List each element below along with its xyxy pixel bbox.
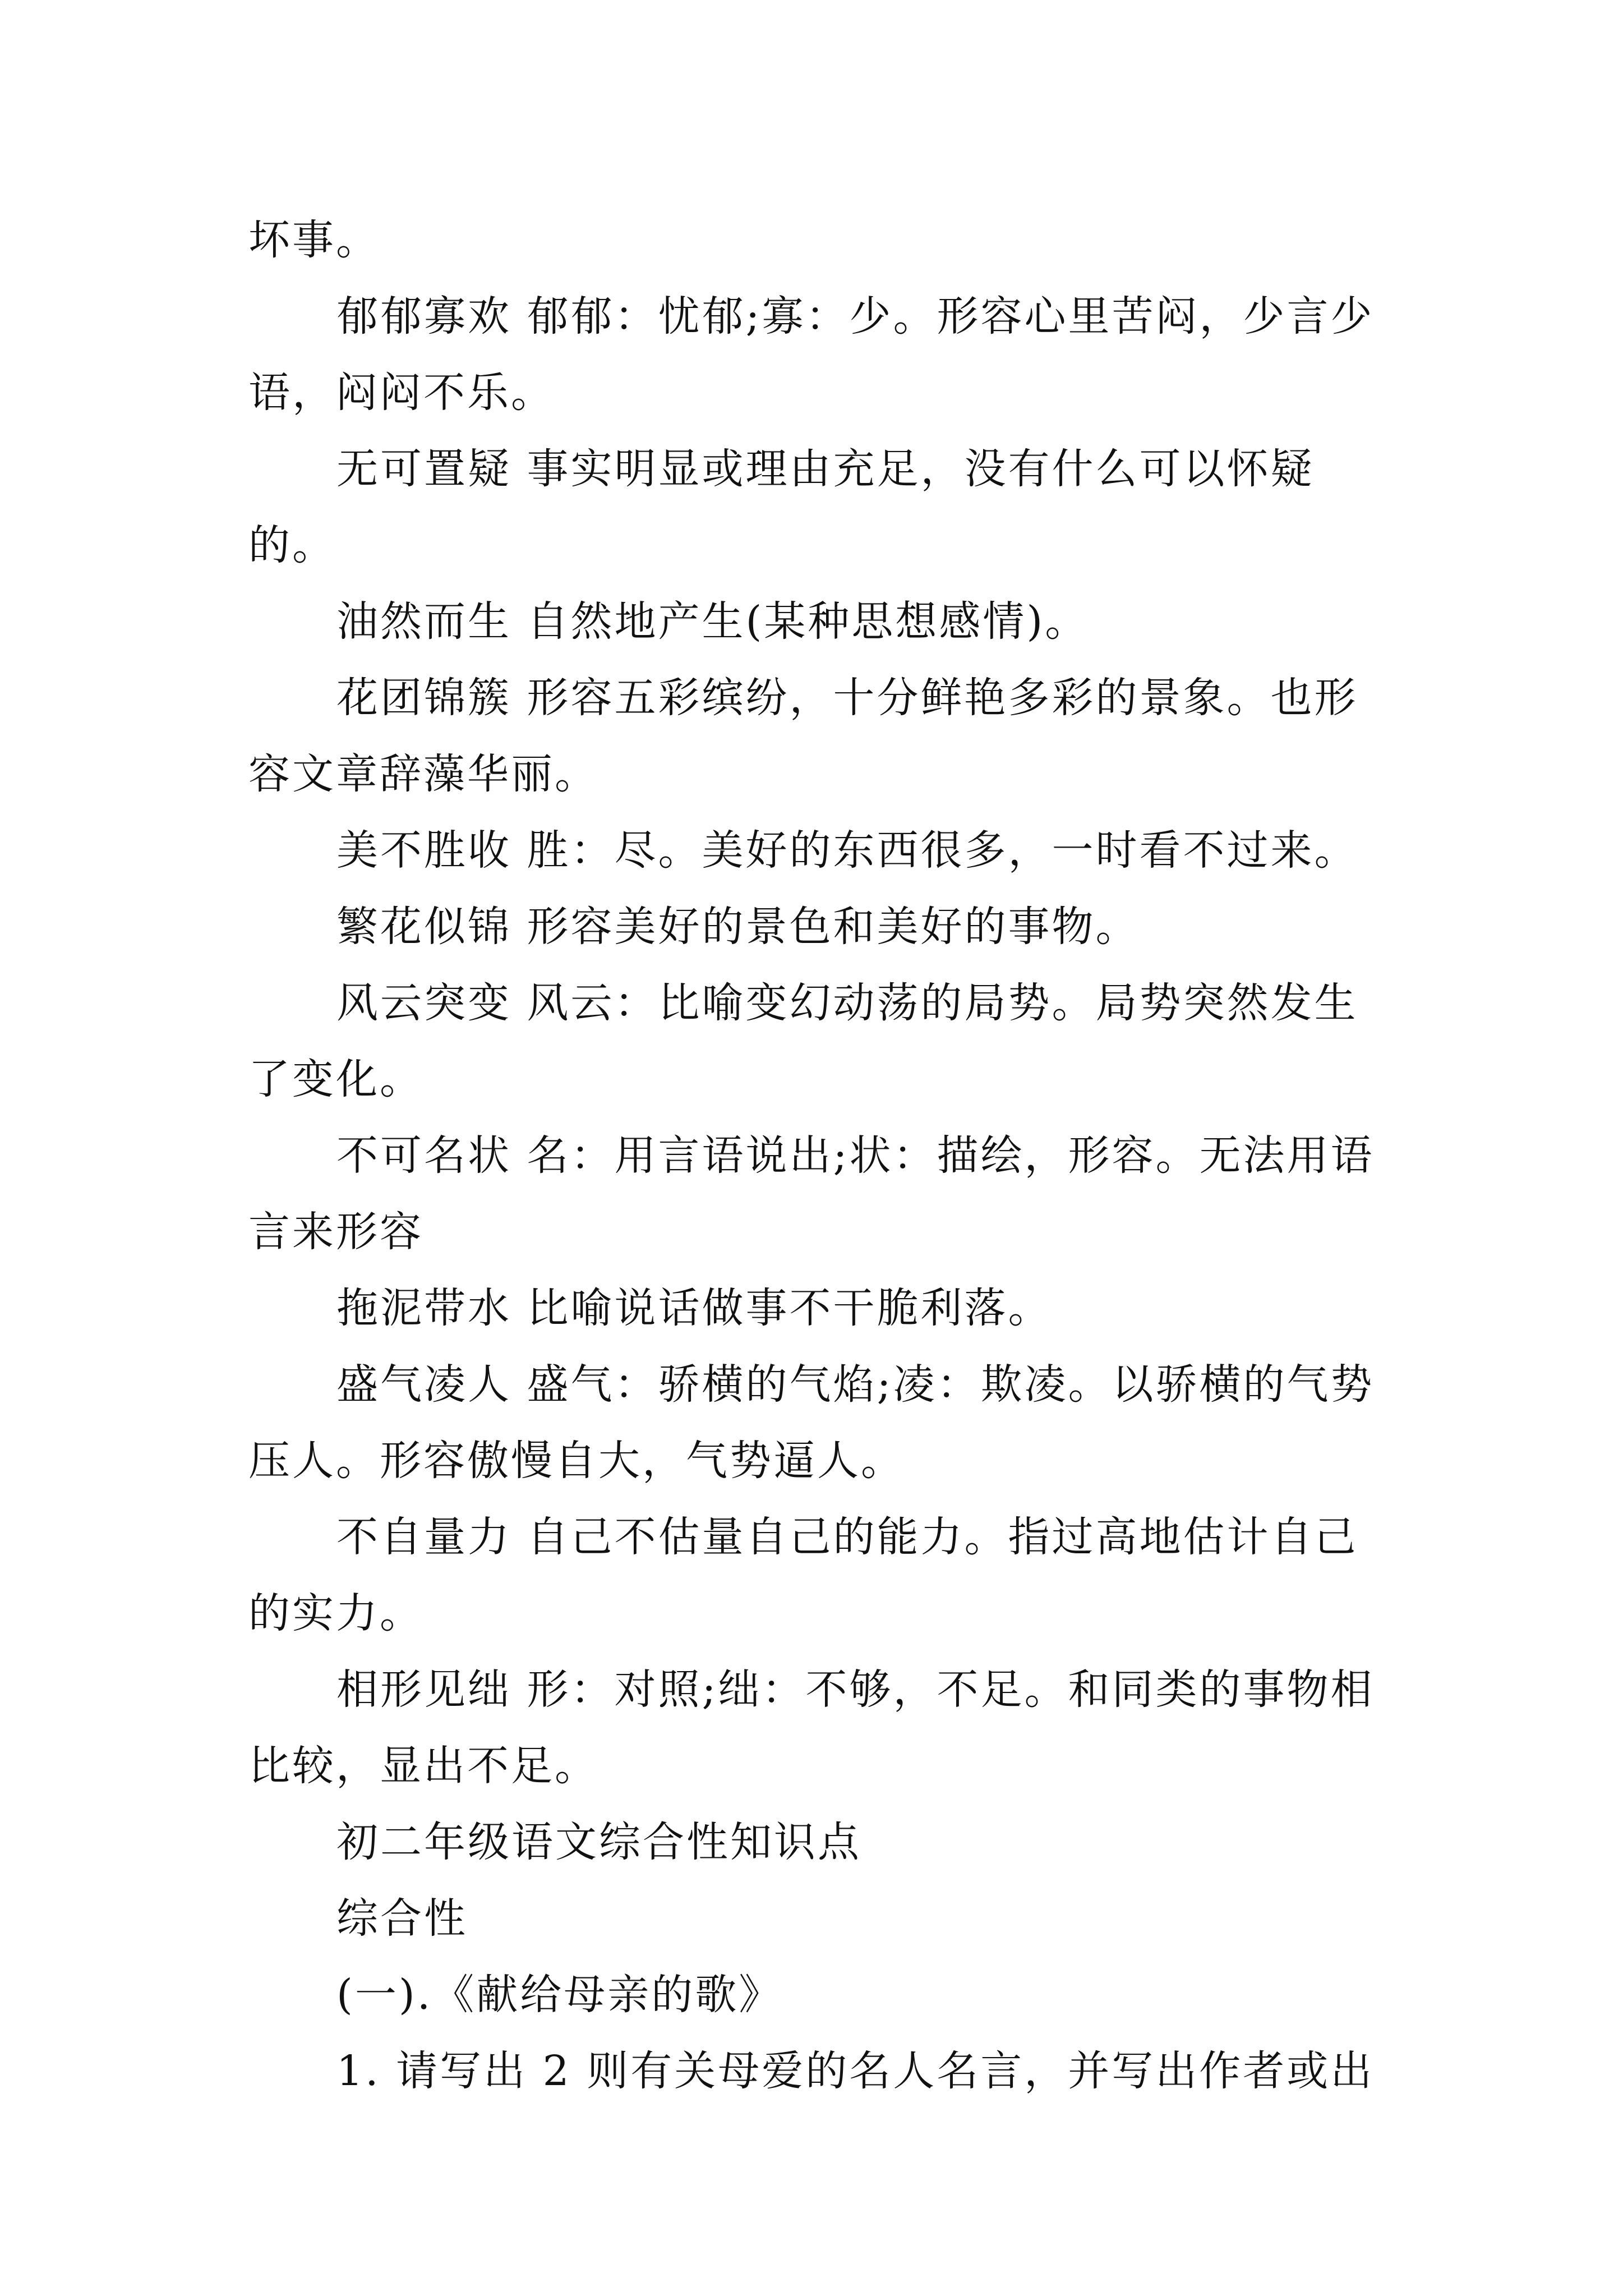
paragraph: 风云突变 风云：比喻变幻动荡的局势。局势突然发生了变化。	[248, 979, 1358, 1103]
paragraph: 拖泥带水 比喻说话做事不干脆利落。	[336, 1284, 1052, 1332]
paragraph: 不可名状 名：用言语说出;状：描绘，形容。无法用语言来形容	[248, 1131, 1375, 1256]
paragraph: 无可置疑 事实明显或理由充足，没有什么可以怀疑的。	[248, 445, 1315, 569]
paragraph: 油然而生 自然地产生(某种思想感情)。	[336, 597, 1089, 646]
subsection-title: (一).《献给母亲的歌》	[336, 1971, 783, 2019]
paragraph: 花团锦簇 形容五彩缤纷，十分鲜艳多彩的景象。也形容文章辞藻华丽。	[248, 674, 1358, 798]
section-heading: 初二年级语文综合性知识点	[336, 1818, 861, 1866]
paragraph: 美不胜收 胜：尽。美好的东西很多，一时看不过来。	[336, 826, 1358, 875]
paragraph: 相形见绌 形：对照;绌：不够，不足。和同类的事物相比较，显出不足。	[248, 1665, 1375, 1790]
document-body	[248, 202, 1381, 2109]
paragraph: 郁郁寡欢 郁郁：忧郁;寡：少。形容心里苦闷，少言少语，闷闷不乐。	[248, 292, 1375, 417]
section-subheading: 综合性	[336, 1894, 468, 1943]
paragraph: 繁花似锦 形容美好的景色和美好的事物。	[336, 903, 1140, 951]
paragraph: 不自量力 自己不估量自己的能力。指过高地估计自己的实力。	[248, 1513, 1358, 1637]
question-item: 1. 请写出 2 则有关母爱的名人名言，并写出作者或出	[336, 2047, 1375, 2095]
paragraph: 坏事。	[248, 216, 380, 264]
paragraph: 盛气凌人 盛气：骄横的气焰;凌：欺凌。以骄横的气势压人。形容傲慢自大，气势逼人。	[248, 1360, 1375, 1485]
